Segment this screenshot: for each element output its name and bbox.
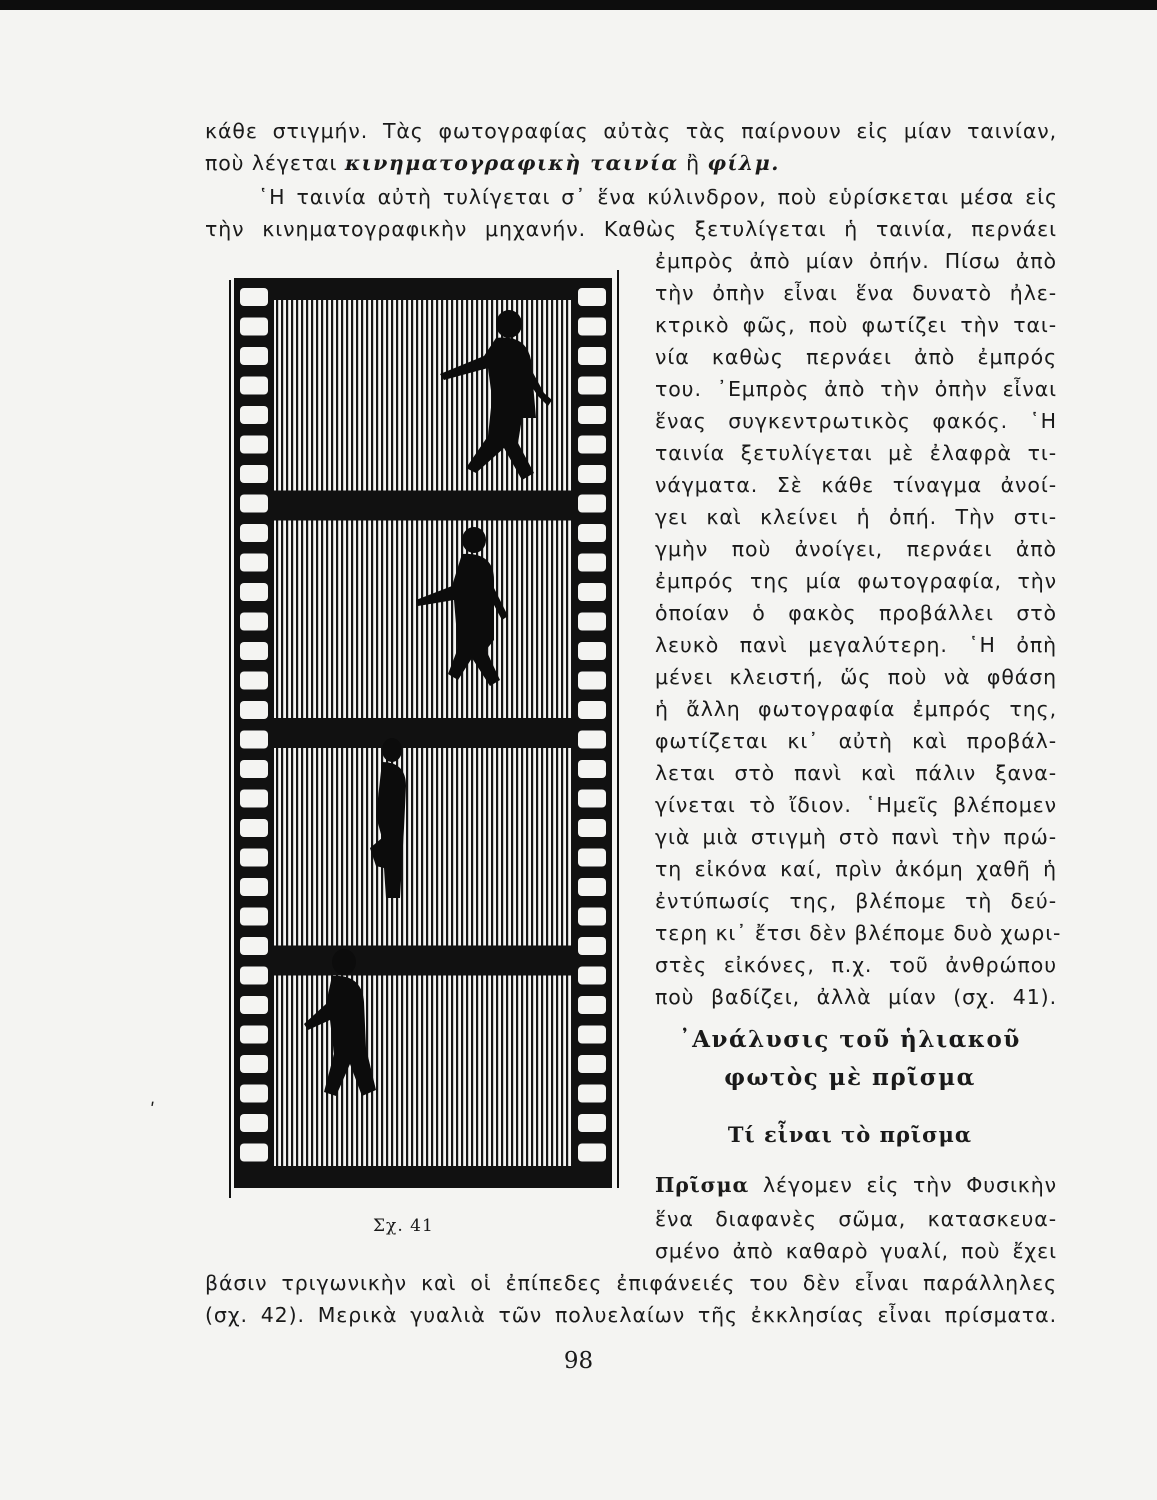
film-strip-figure bbox=[226, 268, 632, 1208]
page-number: 98 bbox=[563, 1348, 594, 1374]
film-perforation bbox=[578, 908, 606, 926]
text-line: βάσιν τριγωνικὴν καὶ οἱ ἐπίπεδες ἐπιφάνειές του δὲν εἶναι παράλληλες bbox=[205, 1271, 1057, 1295]
film-perforation bbox=[240, 465, 268, 483]
text-line: γιὰ μιὰ στιγμὴ στὸ πανὶ τὴν πρώ- bbox=[655, 825, 1057, 849]
film-perforation bbox=[578, 495, 606, 513]
film-perforation bbox=[578, 701, 606, 719]
scan-speck: ʹ bbox=[150, 1100, 156, 1121]
scan-top-edge bbox=[0, 0, 1157, 10]
film-perforation bbox=[578, 613, 606, 631]
film-frame-separator bbox=[274, 1166, 572, 1188]
text-line: τη εἰκόνα καί, πρὶν ἀκόμη χαθῆ ἡ bbox=[655, 857, 1057, 881]
film-perforation bbox=[578, 406, 606, 424]
text-line: κτρικὸ φῶς, ποὺ φωτίζει τὴν ται- bbox=[655, 313, 1057, 337]
text-line: ἕνα διαφανὲς σῶμα, κατασκευα- bbox=[655, 1207, 1057, 1231]
film-perforation bbox=[240, 613, 268, 631]
figure-caption: Σχ. 41 bbox=[373, 1216, 434, 1236]
text-line: γει καὶ κλείνει ἡ ὀπή. Τὴν στι- bbox=[655, 505, 1057, 529]
film-perforation bbox=[240, 967, 268, 985]
film-perforation bbox=[578, 819, 606, 837]
film-perforation bbox=[578, 583, 606, 601]
film-perforation bbox=[578, 937, 606, 955]
film-perforation bbox=[578, 1085, 606, 1103]
film-perforation bbox=[578, 524, 606, 542]
film-perforation bbox=[578, 672, 606, 690]
film-perforation bbox=[240, 731, 268, 749]
film-perforation bbox=[240, 1144, 268, 1162]
film-perforation bbox=[240, 1085, 268, 1103]
text-line: ἡ ἄλλη φωτογραφία ἐμπρός της, bbox=[655, 697, 1057, 721]
film-perforation bbox=[240, 495, 268, 513]
film-perforation bbox=[240, 288, 268, 306]
text-line: μένει κλειστή, ὥς ποὺ νὰ φθάση bbox=[655, 665, 1057, 689]
film-perforation bbox=[240, 908, 268, 926]
text-line: γίνεται τὸ ἴδιον. ῾Ημεῖς βλέπομεν bbox=[655, 793, 1057, 817]
section-heading: φωτὸς μὲ πρῖσμα bbox=[724, 1064, 976, 1091]
film-frame-separator bbox=[274, 278, 572, 300]
subsection-heading: Τί εἶναι τὸ πρῖσμα bbox=[727, 1122, 973, 1147]
film-perforation bbox=[240, 524, 268, 542]
film-perforation bbox=[578, 1026, 606, 1044]
section-heading: ᾿Ανάλυσις τοῦ ἡλιακοῦ bbox=[679, 1026, 1021, 1053]
text-line: ἐμπρὸς ἀπὸ μίαν ὀπήν. Πίσω ἀπὸ bbox=[655, 249, 1057, 273]
text-line: ῾Η ταινία αὐτὴ τυλίγεται σ᾽ ἕνα κύλινδρον, ποὺ εὑρίσκεται μέσα εἰς bbox=[258, 185, 1058, 209]
film-perforation bbox=[240, 436, 268, 454]
film-perforation bbox=[578, 1144, 606, 1162]
film-perforation bbox=[578, 996, 606, 1014]
text-line: λευκὸ πανὶ μεγαλύτερη. ῾Η ὀπὴ bbox=[655, 633, 1057, 657]
film-perforation bbox=[578, 288, 606, 306]
film-perforation bbox=[240, 406, 268, 424]
term-film: φίλμ. bbox=[707, 151, 780, 175]
text-line: τερη κι᾽ ἔτσι δὲν βλέπομε δυὸ χωρι- bbox=[655, 921, 1062, 945]
text-line: (σχ. 42). Μερικὰ γυαλιὰ τῶν πολυελαίων τῆς ἐκκλησίας εἶναι πρίσματα. bbox=[205, 1303, 1057, 1327]
film-perforation bbox=[578, 790, 606, 808]
text-line: τὴν κινηματογραφικὴν μηχανήν. Καθὼς ξετυλίγεται ἡ ταινία, περνάει bbox=[205, 217, 1057, 241]
film-perforation bbox=[240, 937, 268, 955]
film-perforation bbox=[240, 790, 268, 808]
text-fragment: ἢ bbox=[686, 151, 701, 175]
text-line: νάγματα. Σὲ κάθε τίναγμα ἀνοί- bbox=[655, 473, 1057, 497]
film-perforation bbox=[578, 760, 606, 778]
film-perforation bbox=[578, 436, 606, 454]
text-line bbox=[205, 150, 780, 176]
film-perforation bbox=[240, 347, 268, 365]
film-perforation bbox=[578, 554, 606, 572]
film-perforation bbox=[578, 1114, 606, 1132]
film-perforation bbox=[240, 1114, 268, 1132]
film-perforation bbox=[240, 849, 268, 867]
text-line: του. ᾿Εμπρὸς ἀπὸ τὴν ὀπὴν εἶναι bbox=[655, 377, 1057, 401]
film-perforation bbox=[240, 642, 268, 660]
text-line: φωτίζεται κι᾽ αὐτὴ καὶ προβάλ- bbox=[655, 729, 1057, 753]
term-cinematic-film: κινηματογραφικὴ ταινία bbox=[344, 151, 679, 175]
text-line: ταινία ξετυλίγεται μὲ ἐλαφρὰ τι- bbox=[655, 441, 1057, 465]
term-prism: Πρῖσμα bbox=[655, 1173, 750, 1197]
text-line: νία καθὼς περνάει ἀπὸ ἐμπρός bbox=[655, 345, 1057, 369]
text-line: σμένο ἀπὸ καθαρὸ γυαλί, ποὺ ἔχει bbox=[655, 1239, 1057, 1263]
film-perforation bbox=[240, 1055, 268, 1073]
film-perforation bbox=[578, 318, 606, 336]
film-perforation bbox=[578, 849, 606, 867]
film-perforation bbox=[578, 377, 606, 395]
text-line: κάθε στιγμήν. Τὰς φωτογραφίας αὐτὰς τὰς παίρνουν εἰς μίαν ταινίαν, bbox=[205, 119, 1057, 143]
text-line: ὁποίαν ὁ φακὸς προβάλλει στὸ bbox=[655, 601, 1057, 625]
text-fragment: λέγομεν εἰς τὴν Φυσικὴν bbox=[762, 1173, 1058, 1197]
film-perforation bbox=[240, 583, 268, 601]
film-perforation bbox=[240, 878, 268, 896]
text-line: στὲς εἰκόνες, π.χ. τοῦ ἀνθρώπου bbox=[655, 953, 1057, 977]
text-line: ἐντύπωσίς της, βλέπομε τὴ δεύ- bbox=[655, 889, 1057, 913]
film-perforation bbox=[240, 554, 268, 572]
text-line: ἕνας συγκεντρωτικὸς φακός. ῾Η bbox=[655, 409, 1057, 433]
film-frame-separator bbox=[274, 491, 572, 521]
film-perforation bbox=[578, 967, 606, 985]
film-perforation bbox=[578, 1055, 606, 1073]
film-perforation bbox=[240, 1026, 268, 1044]
text-line: ἐμπρός της μία φωτογραφία, τὴν bbox=[655, 569, 1057, 593]
film-perforation bbox=[578, 465, 606, 483]
film-perforation bbox=[578, 642, 606, 660]
film-perforation bbox=[240, 672, 268, 690]
film-frame-separator bbox=[274, 946, 572, 976]
film-perforation bbox=[240, 819, 268, 837]
text-line: ποὺ βαδίζει, ἀλλὰ μίαν (σχ. 41). bbox=[655, 985, 1057, 1009]
film-perforation bbox=[578, 347, 606, 365]
film-perforation bbox=[240, 318, 268, 336]
film-perforation bbox=[240, 996, 268, 1014]
text-line: τὴν ὀπὴν εἶναι ἕνα δυνατὸ ἠλε- bbox=[655, 281, 1057, 305]
film-perforation bbox=[240, 760, 268, 778]
text-line bbox=[655, 1172, 1057, 1198]
film-perforation bbox=[240, 701, 268, 719]
film-perforation bbox=[578, 731, 606, 749]
text-line: λεται στὸ πανὶ καὶ πάλιν ξανα- bbox=[655, 761, 1057, 785]
film-perforation bbox=[240, 377, 268, 395]
film-perforation bbox=[578, 878, 606, 896]
text-fragment: ποὺ λέγεται bbox=[205, 151, 338, 175]
text-line: γμὴν ποὺ ἀνοίγει, περνάει ἀπὸ bbox=[655, 537, 1057, 561]
film-frame-separator bbox=[274, 718, 572, 748]
